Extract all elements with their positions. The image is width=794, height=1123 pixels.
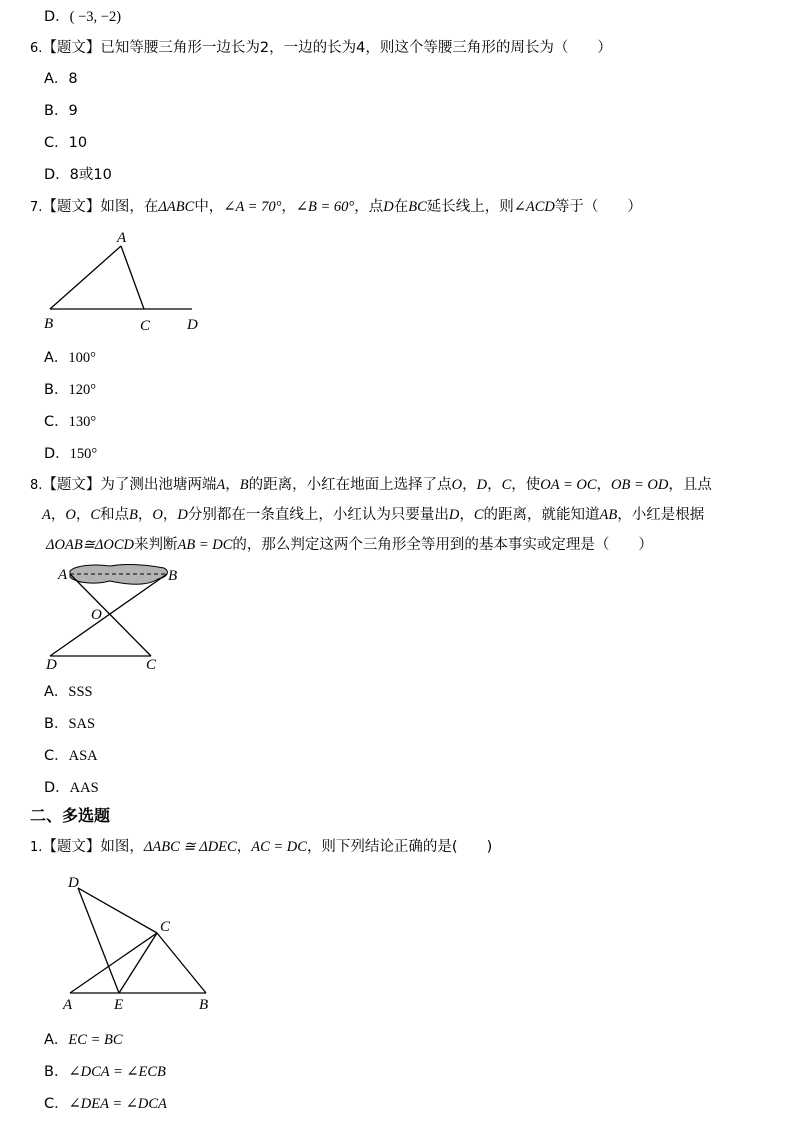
- mq1-stem: 1.【题文】如图，ΔABC ≅ ΔDEC，AC = DC，则下列结论正确的是( ): [30, 839, 493, 855]
- q8-option-b: B．SAS: [44, 716, 96, 732]
- mq1-line-cb: [157, 933, 206, 993]
- mq1-label-a: A: [63, 997, 73, 1013]
- mq1-line-ce: [119, 933, 157, 993]
- q8-option-a: A．SSS: [44, 684, 93, 700]
- mq1-label-e: E: [114, 997, 124, 1013]
- q6-stem: 6.【题文】已知等腰三角形一边长为2，一边的长为4，则这个等腰三角形的周长为（ ）: [30, 40, 612, 56]
- q7-stem: 7.【题文】如图，在ΔABC中，∠A = 70°，∠B = 60°，点D在BC延长线上，则∠ACD等于（ ）: [30, 199, 642, 215]
- mq1-line-de: [78, 888, 119, 993]
- q6-option-b: B．9: [44, 103, 78, 119]
- mq1-label-c: C: [160, 919, 171, 935]
- q6-option-a: A．8: [44, 71, 78, 87]
- q8-line-bd: [50, 574, 167, 656]
- mq1-label-b: B: [199, 997, 209, 1013]
- q8-stem-line-2: A，O，C和点B，O，D分别都在一条直线上，小红认为只要量出D，C的距离，就能知道AB，小红是根据: [42, 507, 705, 523]
- section-title-multiple-choice: 二、多选题: [30, 806, 111, 825]
- q8-label-d: D: [46, 657, 57, 673]
- q8-stem-line-1: 8.【题文】为了测出池塘两端A，B的距离，小红在地面上选择了点O，D，C，使OA = OC，OB = OD，且点: [30, 477, 712, 493]
- mq1-option-c: C．∠DEA = ∠DCA: [44, 1096, 167, 1112]
- q7-label-c: C: [140, 318, 151, 334]
- q7-option-d: D．150°: [44, 446, 98, 462]
- q6-option-d: D．8或10: [44, 167, 112, 183]
- q7-label-b: B: [44, 316, 54, 332]
- q8-label-b: B: [168, 568, 178, 584]
- q8-option-c: C．ASA: [44, 748, 98, 764]
- q7-label-a: A: [117, 230, 127, 246]
- mq1-line-ac: [70, 933, 157, 993]
- q5-option-d: D．( −3, −2): [44, 9, 122, 25]
- q7-triangle-figure: [40, 226, 210, 338]
- q7-option-c: C．130°: [44, 414, 97, 430]
- q8-label-a: A: [58, 567, 68, 583]
- mq1-line-dc: [78, 888, 157, 933]
- q8-label-o: O: [91, 607, 102, 623]
- q7-line-ba: [50, 246, 121, 309]
- q8-label-c: C: [146, 657, 157, 673]
- q8-pond-figure: [40, 561, 200, 676]
- q7-option-a: A．100°: [44, 350, 96, 366]
- q6-option-c: C．10: [44, 135, 88, 151]
- q7-option-b: B．120°: [44, 382, 97, 398]
- mq1-triangles-figure: [56, 870, 216, 1015]
- mq1-option-a: A．EC = BC: [44, 1032, 123, 1048]
- mq1-label-d: D: [68, 875, 79, 891]
- q8-line-ac: [70, 574, 151, 656]
- q8-stem-line-3: ΔOAB≅ΔOCD来判断AB = DC的，那么判定这两个三角形全等用到的基本事实或定理是（ ）: [46, 537, 653, 553]
- mq1-option-b: B．∠DCA = ∠ECB: [44, 1064, 166, 1080]
- q7-line-ac: [121, 246, 144, 309]
- q7-label-d: D: [187, 317, 198, 333]
- q8-option-d: D．AAS: [44, 780, 99, 796]
